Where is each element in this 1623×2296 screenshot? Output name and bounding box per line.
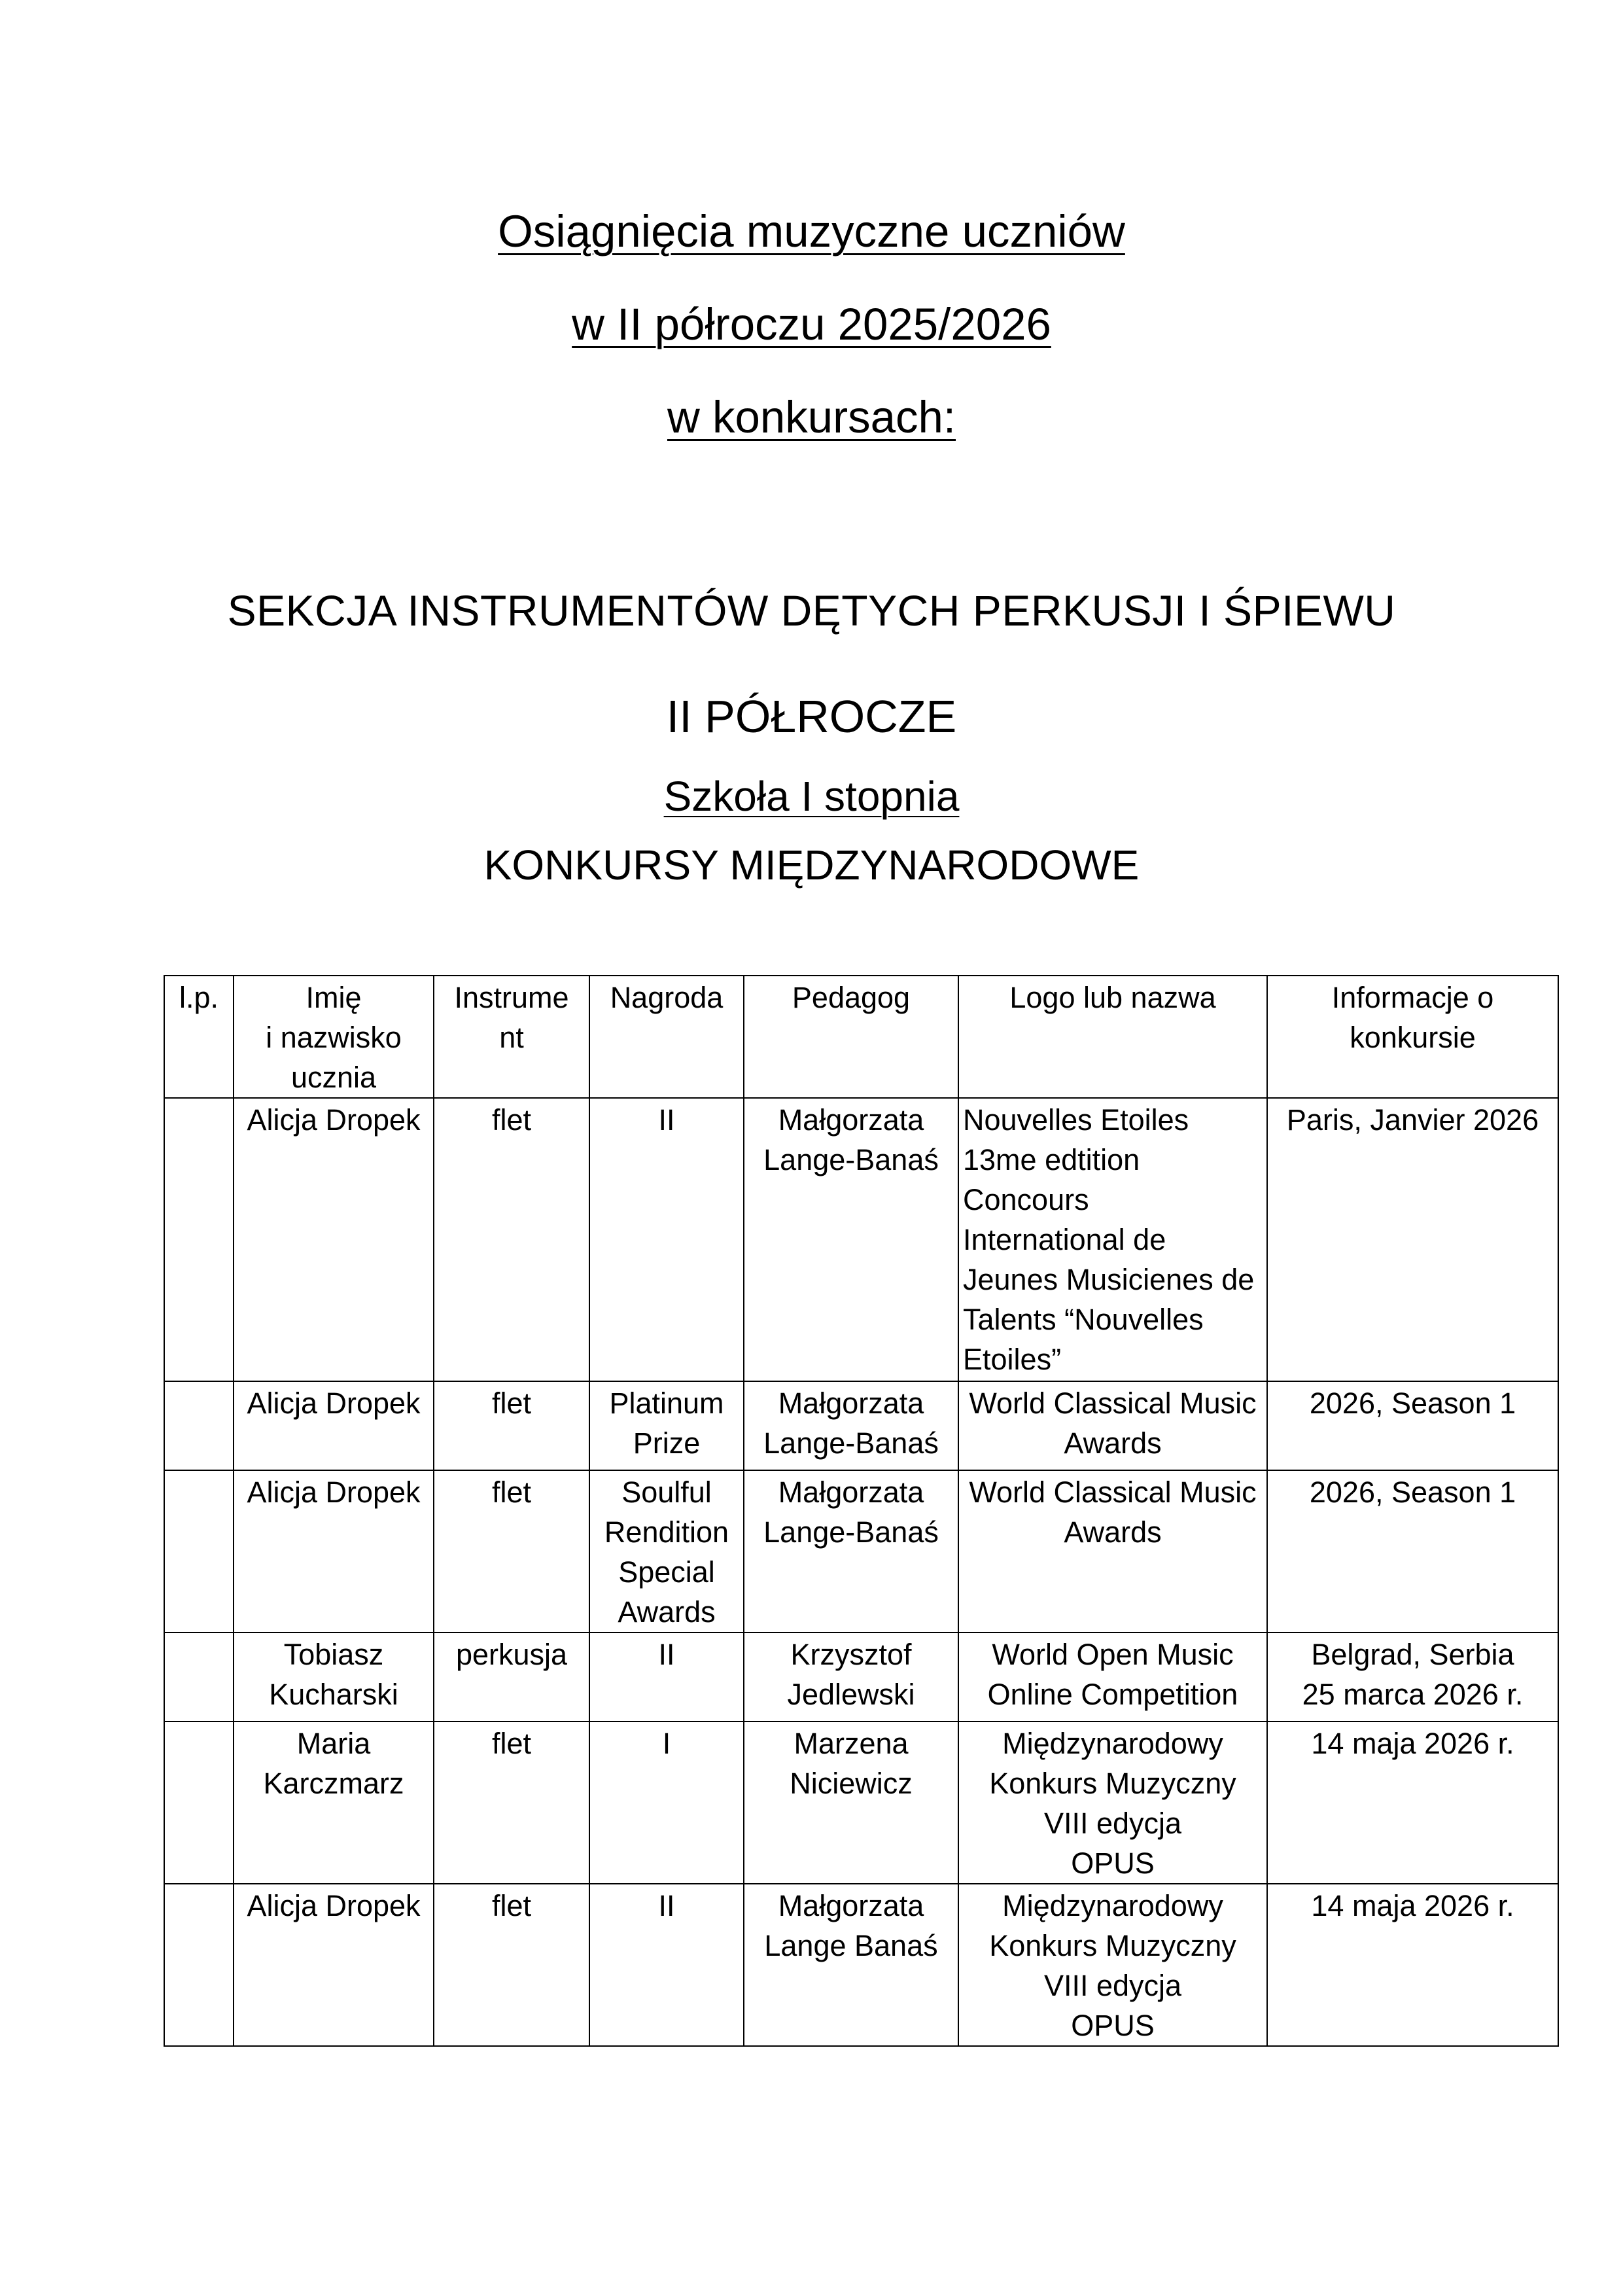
table-row	[164, 1381, 1558, 1470]
header-teacher: Pedagog	[744, 976, 958, 1098]
cell-info: 2026, Season 1	[1267, 1381, 1558, 1470]
cell-info: 2026, Season 1	[1267, 1470, 1558, 1633]
cell-instrument: flet	[434, 1381, 589, 1470]
table-row	[164, 1470, 1558, 1633]
results-table	[164, 975, 1559, 2047]
cell-teacher: Małgorzata Lange-Banaś	[744, 1381, 958, 1470]
competition-type: KONKURSY MIĘDZYNARODOWE	[483, 841, 1140, 889]
title-line-2: w II półroczu 2025/2026	[572, 299, 1051, 349]
cell-instrument: perkusja	[434, 1633, 589, 1722]
cell-lp	[164, 1381, 234, 1470]
cell-lp	[164, 1633, 234, 1722]
cell-award: II	[589, 1098, 744, 1381]
cell-lp	[164, 1884, 234, 2046]
cell-name: Alicja Dropek	[234, 1098, 434, 1381]
school-level: Szkoła I stopnia	[663, 773, 960, 820]
cell-teacher: Marzena Niciewicz	[744, 1722, 958, 1884]
cell-teacher: Małgorzata Lange Banaś	[744, 1884, 958, 2046]
header-instrument: Instrume nt	[434, 976, 589, 1098]
header-info: Informacje o konkursie	[1267, 976, 1558, 1098]
cell-name: Alicja Dropek	[234, 1470, 434, 1633]
cell-logo: Międzynarodowy Konkurs Muzyczny VIII edycja OPUS	[958, 1722, 1267, 1884]
header-lp: l.p.	[164, 976, 234, 1098]
cell-award: II	[589, 1884, 744, 2046]
cell-info: Paris, Janvier 2026	[1267, 1098, 1558, 1381]
cell-name: Alicja Dropek	[234, 1884, 434, 2046]
header-logo: Logo lub nazwa	[958, 976, 1267, 1098]
cell-teacher: Małgorzata Lange-Banaś	[744, 1470, 958, 1633]
header-award: Nagroda	[589, 976, 744, 1098]
cell-lp	[164, 1098, 234, 1381]
cell-name: Alicja Dropek	[234, 1381, 434, 1470]
cell-award: Soulful Rendition Special Awards	[589, 1470, 744, 1633]
document-title	[0, 185, 1623, 464]
cell-info: 14 maja 2026 r.	[1267, 1722, 1558, 1884]
cell-logo: Międzynarodowy Konkurs Muzyczny VIII edycja OPUS	[958, 1884, 1267, 2046]
cell-lp	[164, 1722, 234, 1884]
cell-instrument: flet	[434, 1884, 589, 2046]
cell-logo: Nouvelles Etoiles 13me edtition Concours International de Jeunes Musicienes de Talents “Nouvelles Etoiles”	[958, 1098, 1267, 1381]
cell-logo: World Open Music Online Competition	[958, 1633, 1267, 1722]
table-row	[164, 1633, 1558, 1722]
table-header-row	[164, 976, 1558, 1098]
table-row	[164, 1098, 1558, 1381]
cell-logo: World Classical Music Awards	[958, 1470, 1267, 1633]
table-row	[164, 1884, 1558, 2046]
cell-lp	[164, 1470, 234, 1633]
title-line-3: w konkursach:	[667, 392, 956, 442]
cell-instrument: flet	[434, 1722, 589, 1884]
cell-logo: World Classical Music Awards	[958, 1381, 1267, 1470]
section-title: SEKCJA INSTRUMENTÓW DĘTYCH PERKUSJI I ŚPIEWU	[227, 586, 1396, 635]
cell-teacher: Krzysztof Jedlewski	[744, 1633, 958, 1722]
cell-name: Tobiasz Kucharski	[234, 1633, 434, 1722]
header-name: Imię i nazwisko ucznia	[234, 976, 434, 1098]
cell-name: Maria Karczmarz	[234, 1722, 434, 1884]
cell-award: Platinum Prize	[589, 1381, 744, 1470]
half-year-title: II PÓŁROCZE	[666, 691, 957, 742]
cell-teacher: Małgorzata Lange-Banaś	[744, 1098, 958, 1381]
table-row	[164, 1722, 1558, 1884]
cell-award: I	[589, 1722, 744, 1884]
cell-info: Belgrad, Serbia 25 marca 2026 r.	[1267, 1633, 1558, 1722]
cell-instrument: flet	[434, 1098, 589, 1381]
cell-info: 14 maja 2026 r.	[1267, 1884, 1558, 2046]
cell-instrument: flet	[434, 1470, 589, 1633]
cell-award: II	[589, 1633, 744, 1722]
title-line-1: Osiągnięcia muzyczne uczniów	[498, 206, 1125, 256]
